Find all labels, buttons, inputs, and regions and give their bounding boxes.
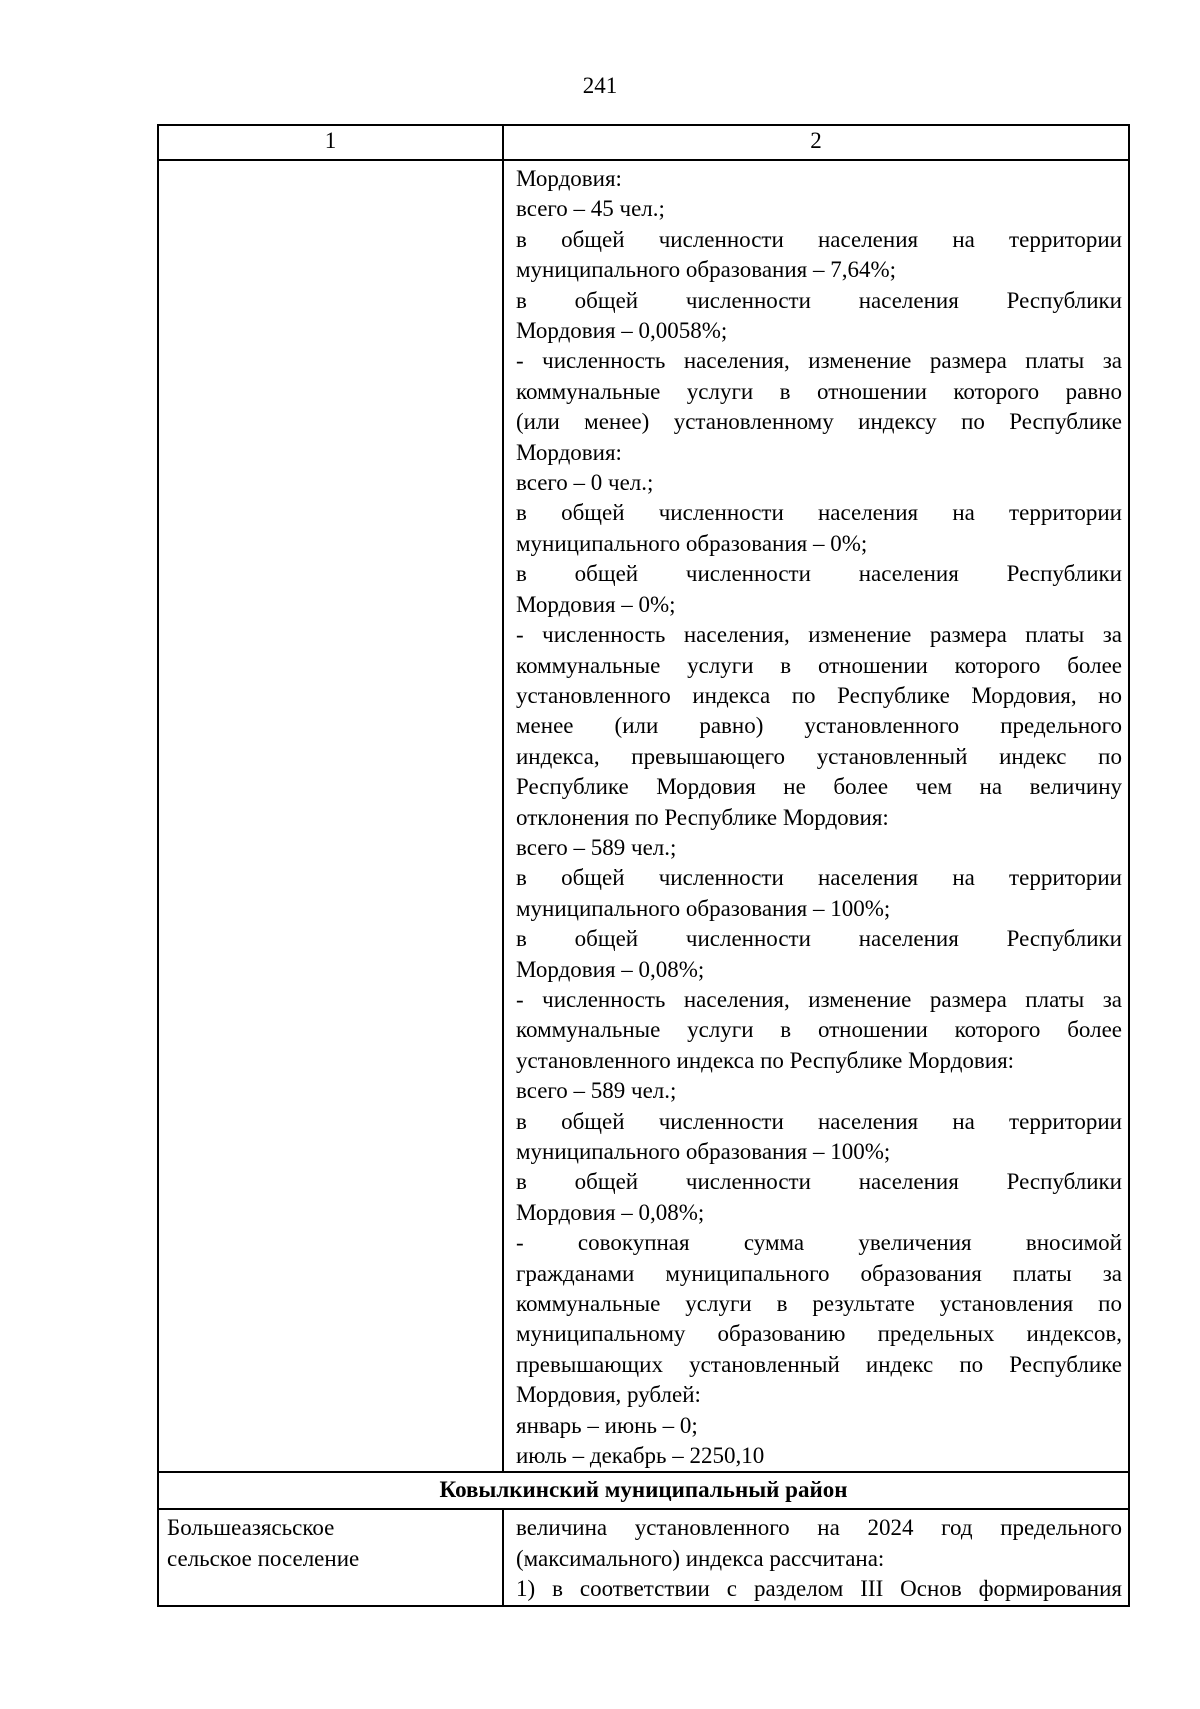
text-line: Мордовия: <box>516 439 622 465</box>
text-line: - численность населения, изменение размера платы за <box>516 622 1122 648</box>
text-line: отклонения по Республике Мордовия: <box>516 804 889 830</box>
table-header-row <box>159 126 1128 159</box>
text-line: коммунальные услуги в отношении которого более <box>516 1017 1122 1043</box>
text-line: в общей численности населения Республики <box>516 926 1122 952</box>
text-line: Мордовия – 0,0058%; <box>516 318 728 344</box>
text-line: в общей численности населения на территории <box>516 1108 1122 1134</box>
settlement-name-cell <box>159 1510 504 1604</box>
text-line: в общей численности населения на территории <box>516 500 1122 526</box>
text-line: муниципального образования – 100%; <box>516 1139 891 1164</box>
continuation-row-left-cell <box>159 161 504 1471</box>
text-line: муниципального образования – 7,64%; <box>516 257 897 283</box>
text-line: индекса, превышающего установленный индекс по <box>516 743 1122 769</box>
text-line: Мордовия – 0%; <box>516 591 676 617</box>
text-line: январь – июнь – 0; <box>516 1412 698 1438</box>
document-table <box>157 124 1130 1607</box>
column-1-header: 1 <box>159 126 504 159</box>
text-line: Мордовия – 0,08%; <box>516 1199 705 1225</box>
text-line: муниципального образования – 0%; <box>516 530 868 556</box>
text-line: (или менее) установленному индексу по Республике <box>516 409 1122 435</box>
text-line: величина установленного на 2024 год предельного <box>516 1515 1122 1541</box>
text-line: в общей численности населения Республики <box>516 287 1122 313</box>
text-line: всего – 45 чел.; <box>516 196 665 222</box>
text-line: в общей численности населения Республики <box>516 561 1122 587</box>
text-line: Мордовия, рублей: <box>516 1382 701 1408</box>
text-line: всего – 589 чел.; <box>516 834 677 860</box>
column-2-header: 2 <box>810 128 822 153</box>
continuation-row-right-cell <box>504 161 1128 1471</box>
settlement-description-cell <box>504 1510 1128 1604</box>
text-line: в общей численности населения Республики <box>516 1169 1122 1195</box>
text-line: коммунальные услуги в отношении которого более <box>516 652 1122 678</box>
settlement-row <box>159 1508 1128 1604</box>
text-line: муниципальному образованию предельных индексов, <box>516 1321 1122 1347</box>
text-line: Мордовия – 0,08%; <box>516 956 705 982</box>
text-line: - численность населения, изменение размера платы за <box>516 348 1122 374</box>
text-line: коммунальные услуги в отношении которого равно <box>516 378 1122 404</box>
text-line: всего – 589 чел.; <box>516 1078 677 1104</box>
settlement-name-line: Большеазясьское <box>167 1515 335 1541</box>
text-line: муниципального образования – 100%; <box>516 895 891 921</box>
text-line: в общей численности населения на территории <box>516 865 1122 891</box>
settlement-name-line: сельское поселение <box>167 1545 360 1571</box>
continuation-row <box>159 159 1128 1471</box>
text-line: (максимального) индекса рассчитана: <box>516 1545 885 1571</box>
text-line: установленного индекса по Республике Мордовия, но <box>516 682 1122 708</box>
text-line: коммунальные услуги в результате установления по <box>516 1291 1122 1317</box>
text-line: всего – 0 чел.; <box>516 470 654 496</box>
page-number: 241 <box>582 73 618 98</box>
text-line: в общей численности населения на территории <box>516 226 1122 252</box>
text-line: установленного индекса по Республике Мордовия: <box>516 1047 1015 1073</box>
text-line: менее (или равно) установленного предельного <box>516 713 1122 739</box>
text-line: Республике Мордовия не более чем на величину <box>516 774 1122 800</box>
text-line: - численность населения, изменение размера платы за <box>516 986 1122 1012</box>
text-line: Мордовия: <box>516 166 622 191</box>
text-line: гражданами муниципального образования платы за <box>516 1260 1122 1286</box>
text-line: - совокупная сумма увеличения вносимой <box>516 1230 1122 1256</box>
text-line: 1) в соответствии с разделом III Основ формирования <box>516 1576 1122 1602</box>
text-line: превышающих установленный индекс по Республике <box>516 1351 1122 1377</box>
district-heading: Ковылкинский муниципальный район <box>159 1471 1128 1508</box>
text-line: июль – декабрь – 2250,10 <box>516 1443 765 1469</box>
